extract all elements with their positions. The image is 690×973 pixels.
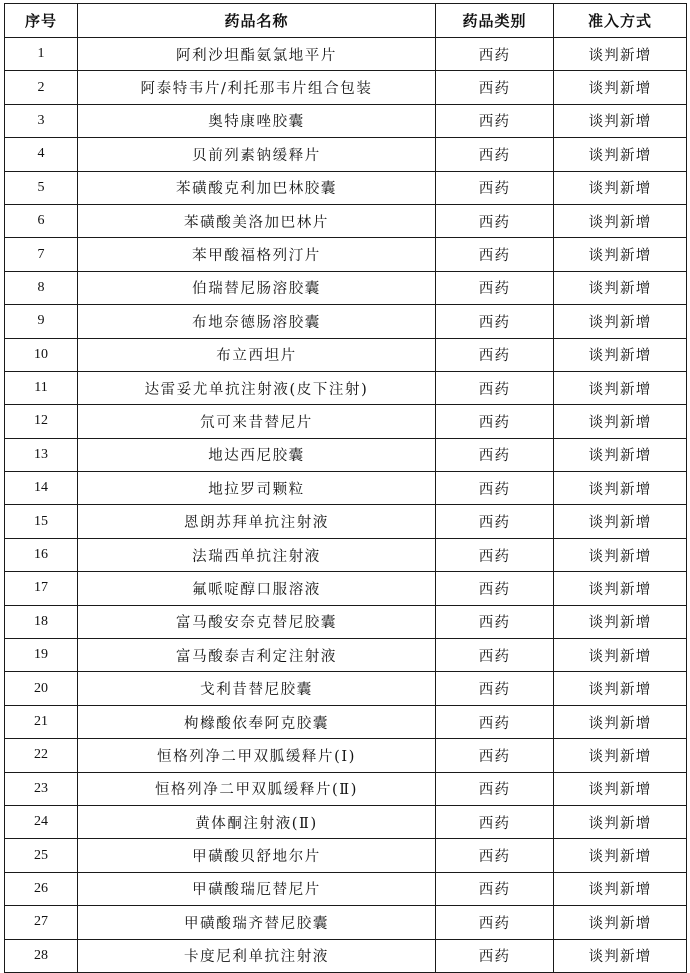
table-row [5, 38, 687, 71]
cell-drug-name: 苯磺酸克利加巴林胶囊 [78, 171, 436, 204]
table-row [5, 271, 687, 304]
table-row [5, 104, 687, 137]
cell-drug-type: 西药 [436, 939, 554, 972]
cell-drug-type: 西药 [436, 438, 554, 471]
cell-drug-name: 甲磺酸瑞齐替尼胶囊 [78, 906, 436, 939]
table-row [5, 772, 687, 805]
cell-no: 4 [5, 138, 78, 171]
cell-access-method: 谈判新增 [554, 538, 687, 571]
table-row [5, 371, 687, 404]
cell-no: 14 [5, 472, 78, 505]
cell-drug-type: 西药 [436, 238, 554, 271]
cell-drug-name: 地达西尼胶囊 [78, 438, 436, 471]
cell-drug-type: 西药 [436, 705, 554, 738]
cell-drug-name: 恒格列净二甲双胍缓释片(Ⅱ) [78, 772, 436, 805]
cell-access-method: 谈判新增 [554, 405, 687, 438]
cell-drug-type: 西药 [436, 338, 554, 371]
cell-no: 7 [5, 238, 78, 271]
cell-drug-type: 西药 [436, 171, 554, 204]
table-row [5, 71, 687, 104]
cell-access-method: 谈判新增 [554, 672, 687, 705]
cell-no: 24 [5, 805, 78, 838]
drug-table [4, 3, 687, 973]
cell-drug-type: 西药 [436, 538, 554, 571]
cell-drug-type: 西药 [436, 805, 554, 838]
cell-no: 26 [5, 872, 78, 905]
cell-access-method: 谈判新增 [554, 572, 687, 605]
table-row [5, 672, 687, 705]
table-row [5, 605, 687, 638]
table-row [5, 739, 687, 772]
cell-access-method: 谈判新增 [554, 739, 687, 772]
table-row [5, 805, 687, 838]
cell-access-method: 谈判新增 [554, 271, 687, 304]
table-row [5, 305, 687, 338]
cell-drug-name: 贝前列素钠缓释片 [78, 138, 436, 171]
cell-no: 25 [5, 839, 78, 872]
table-row [5, 639, 687, 672]
cell-drug-name: 富马酸安奈克替尼胶囊 [78, 605, 436, 638]
cell-access-method: 谈判新增 [554, 438, 687, 471]
cell-no: 27 [5, 906, 78, 939]
cell-drug-type: 西药 [436, 572, 554, 605]
cell-access-method: 谈判新增 [554, 805, 687, 838]
cell-drug-name: 恩朗苏拜单抗注射液 [78, 505, 436, 538]
cell-drug-type: 西药 [436, 739, 554, 772]
table-row [5, 906, 687, 939]
table-row [5, 538, 687, 571]
table-row [5, 204, 687, 237]
cell-drug-name: 富马酸泰吉利定注射液 [78, 639, 436, 672]
cell-no: 8 [5, 271, 78, 304]
drug-list-sheet [4, 3, 686, 973]
table-row [5, 839, 687, 872]
cell-access-method: 谈判新增 [554, 939, 687, 972]
cell-drug-name: 阿利沙坦酯氨氯地平片 [78, 38, 436, 71]
cell-access-method: 谈判新增 [554, 906, 687, 939]
cell-no: 13 [5, 438, 78, 471]
cell-access-method: 谈判新增 [554, 505, 687, 538]
table-row [5, 705, 687, 738]
cell-access-method: 谈判新增 [554, 772, 687, 805]
table-row [5, 138, 687, 171]
cell-drug-type: 西药 [436, 872, 554, 905]
cell-no: 19 [5, 639, 78, 672]
cell-no: 20 [5, 672, 78, 705]
cell-access-method: 谈判新增 [554, 472, 687, 505]
table-row [5, 472, 687, 505]
cell-drug-name: 达雷妥尤单抗注射液(皮下注射) [78, 371, 436, 404]
header-no: 序号 [5, 4, 78, 38]
cell-no: 1 [5, 38, 78, 71]
cell-access-method: 谈判新增 [554, 138, 687, 171]
cell-drug-type: 西药 [436, 138, 554, 171]
cell-drug-name: 甲磺酸贝舒地尔片 [78, 839, 436, 872]
cell-drug-type: 西药 [436, 204, 554, 237]
table-row [5, 238, 687, 271]
cell-access-method: 谈判新增 [554, 639, 687, 672]
cell-drug-type: 西药 [436, 405, 554, 438]
table-body [5, 38, 687, 973]
cell-drug-name: 戈利昔替尼胶囊 [78, 672, 436, 705]
cell-access-method: 谈判新增 [554, 204, 687, 237]
cell-drug-type: 西药 [436, 639, 554, 672]
cell-drug-name: 黄体酮注射液(Ⅱ) [78, 805, 436, 838]
cell-drug-name: 枸橼酸依奉阿克胶囊 [78, 705, 436, 738]
cell-no: 18 [5, 605, 78, 638]
cell-no: 11 [5, 371, 78, 404]
cell-no: 22 [5, 739, 78, 772]
cell-drug-name: 布地奈德肠溶胶囊 [78, 305, 436, 338]
cell-drug-name: 氟哌啶醇口服溶液 [78, 572, 436, 605]
cell-drug-type: 西药 [436, 672, 554, 705]
cell-access-method: 谈判新增 [554, 338, 687, 371]
cell-access-method: 谈判新增 [554, 38, 687, 71]
cell-drug-name: 阿泰特韦片/利托那韦片组合包装 [78, 71, 436, 104]
cell-drug-type: 西药 [436, 71, 554, 104]
cell-access-method: 谈判新增 [554, 71, 687, 104]
cell-access-method: 谈判新增 [554, 371, 687, 404]
cell-access-method: 谈判新增 [554, 605, 687, 638]
cell-drug-name: 地拉罗司颗粒 [78, 472, 436, 505]
table-row [5, 438, 687, 471]
cell-no: 10 [5, 338, 78, 371]
table-row [5, 872, 687, 905]
cell-drug-name: 伯瑞替尼肠溶胶囊 [78, 271, 436, 304]
cell-drug-type: 西药 [436, 371, 554, 404]
cell-no: 16 [5, 538, 78, 571]
cell-access-method: 谈判新增 [554, 839, 687, 872]
cell-drug-name: 甲磺酸瑞厄替尼片 [78, 872, 436, 905]
cell-drug-type: 西药 [436, 472, 554, 505]
cell-drug-name: 恒格列净二甲双胍缓释片(Ⅰ) [78, 739, 436, 772]
cell-no: 6 [5, 204, 78, 237]
table-row [5, 572, 687, 605]
cell-drug-name: 氘可来昔替尼片 [78, 405, 436, 438]
cell-drug-name: 卡度尼利单抗注射液 [78, 939, 436, 972]
table-row [5, 505, 687, 538]
header-drug-name: 药品名称 [78, 4, 436, 38]
cell-no: 23 [5, 772, 78, 805]
cell-drug-type: 西药 [436, 772, 554, 805]
cell-access-method: 谈判新增 [554, 872, 687, 905]
cell-access-method: 谈判新增 [554, 238, 687, 271]
cell-access-method: 谈判新增 [554, 104, 687, 137]
cell-drug-type: 西药 [436, 839, 554, 872]
cell-no: 3 [5, 104, 78, 137]
cell-drug-name: 法瑞西单抗注射液 [78, 538, 436, 571]
cell-drug-type: 西药 [436, 505, 554, 538]
table-header [5, 4, 687, 38]
cell-drug-type: 西药 [436, 271, 554, 304]
cell-no: 12 [5, 405, 78, 438]
cell-no: 17 [5, 572, 78, 605]
cell-no: 9 [5, 305, 78, 338]
cell-no: 5 [5, 171, 78, 204]
cell-drug-name: 苯磺酸美洛加巴林片 [78, 204, 436, 237]
header-row [5, 4, 687, 38]
cell-drug-name: 苯甲酸福格列汀片 [78, 238, 436, 271]
cell-drug-name: 布立西坦片 [78, 338, 436, 371]
cell-no: 2 [5, 71, 78, 104]
cell-no: 21 [5, 705, 78, 738]
cell-drug-type: 西药 [436, 605, 554, 638]
cell-access-method: 谈判新增 [554, 305, 687, 338]
table-row [5, 939, 687, 972]
cell-access-method: 谈判新增 [554, 705, 687, 738]
table-row [5, 171, 687, 204]
cell-drug-type: 西药 [436, 906, 554, 939]
header-drug-type: 药品类别 [436, 4, 554, 38]
header-access-method: 准入方式 [554, 4, 687, 38]
cell-no: 28 [5, 939, 78, 972]
cell-drug-type: 西药 [436, 104, 554, 137]
cell-drug-type: 西药 [436, 38, 554, 71]
cell-drug-type: 西药 [436, 305, 554, 338]
cell-no: 15 [5, 505, 78, 538]
cell-access-method: 谈判新增 [554, 171, 687, 204]
table-row [5, 405, 687, 438]
cell-drug-name: 奥特康唑胶囊 [78, 104, 436, 137]
table-row [5, 338, 687, 371]
